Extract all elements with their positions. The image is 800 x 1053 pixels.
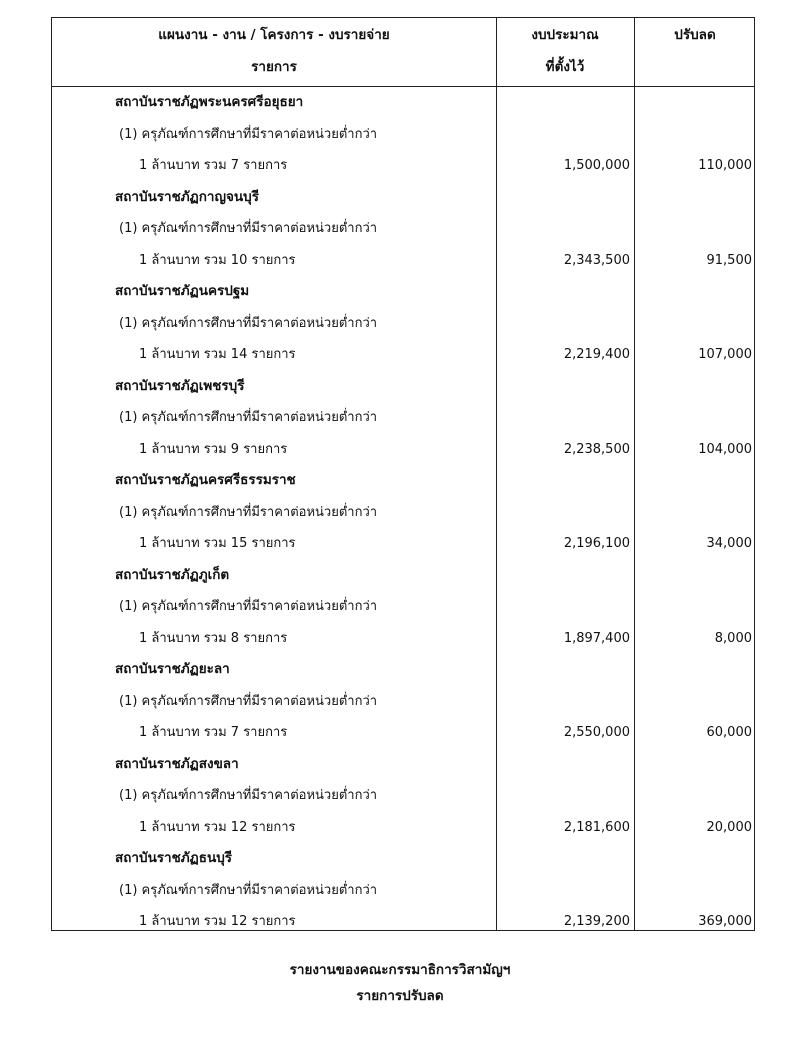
header-budget-subtitle: ที่ตั้งไว้ [545,59,585,75]
item-description: (1) ครุภัณฑ์การศึกษาที่มีราคาต่อหน่วยต่ำกว่า [119,599,378,614]
budget-value: 2,181,600 [563,819,630,835]
cut-value: 107,000 [698,347,752,362]
item-amount-row [52,245,756,277]
table-entry [52,654,756,749]
cut-value: 20,000 [706,819,752,835]
header-program-subtitle: รายการ [251,59,297,75]
budget-value: 2,139,200 [563,914,630,929]
header-budget-title: งบประมาณ [531,27,599,43]
item-description: (1) ครุภัณฑ์การศึกษาที่มีราคาต่อหน่วยต่ำกว่า [119,221,378,236]
cut-value: 110,000 [698,158,752,173]
cut-value: 34,000 [706,536,752,551]
budget-value: 2,219,400 [563,347,630,362]
item-amount-text: 1 ล้านบาท รวม 9 รายการ [139,441,288,457]
item-description: (1) ครุภัณฑ์การศึกษาที่มีราคาต่อหน่วยต่ำกว่า [119,504,378,520]
item-amount-row [52,717,756,749]
item-amount-row [52,339,756,371]
footer-report-subtitle: รายการปรับลด [356,988,444,1004]
item-amount-row [52,623,756,655]
item-amount-text: 1 ล้านบาท รวม 7 รายการ [139,725,288,740]
item-amount-row [52,906,756,938]
institution-name: สถาบันราชภัฏพระนครศรีอยุธยา [115,94,304,110]
institution-name: สถาบันราชภัฏนครปฐม [115,283,250,299]
item-description: (1) ครุภัณฑ์การศึกษาที่มีราคาต่อหน่วยต่ำกว่า [119,126,378,142]
institution-name: สถาบันราชภัฏนครศรีธรรมราช [115,472,296,488]
item-description: (1) ครุภัณฑ์การศึกษาที่มีราคาต่อหน่วยต่ำกว่า [119,693,378,709]
budget-value: 1,500,000 [563,158,630,173]
table-entry [52,371,756,466]
item-amount-row [52,812,756,844]
item-amount-row [52,434,756,466]
table-entry [52,749,756,844]
footer-report-title: รายงานของคณะกรรมาธิการวิสามัญฯ [289,962,511,978]
header-program-title: แผนงาน - งาน / โครงการ - งบรายจ่าย [158,27,390,43]
institution-name: สถาบันราชภัฏภูเก็ต [115,566,230,583]
item-amount-text: 1 ล้านบาท รวม 10 รายการ [139,252,296,268]
budget-value: 1,897,400 [563,630,630,646]
item-amount-text: 1 ล้านบาท รวม 12 รายการ [139,819,296,835]
cut-value: 91,500 [706,252,752,268]
budget-value: 2,550,000 [563,725,630,740]
budget-table [51,17,755,931]
item-description: (1) ครุภัณฑ์การศึกษาที่มีราคาต่อหน่วยต่ำกว่า [119,882,378,898]
table-entry [52,87,756,182]
institution-name: สถาบันราชภัฏยะลา [115,661,230,677]
item-amount-text: 1 ล้านบาท รวม 7 รายการ [139,158,288,173]
table-entry [52,276,756,371]
item-description: (1) ครุภัณฑ์การศึกษาที่มีราคาต่อหน่วยต่ำกว่า [119,315,378,331]
item-amount-text: 1 ล้านบาท รวม 8 รายการ [139,630,288,646]
cut-value: 104,000 [698,441,752,457]
item-amount-row [52,150,756,182]
budget-value: 2,238,500 [563,441,630,457]
table-entry [52,560,756,655]
institution-name: สถาบันราชภัฏกาญจนบุรี [115,188,259,205]
budget-value: 2,196,100 [563,536,630,551]
header-cut-title: ปรับลด [674,27,716,43]
cut-value: 8,000 [714,630,752,646]
budget-value: 2,343,500 [563,252,630,268]
institution-name: สถาบันราชภัฏเพชรบุรี [115,377,245,394]
institution-name: สถาบันราชภัฏสงขลา [115,755,239,772]
table-body [52,87,756,938]
table-entry [52,465,756,560]
table-entry [52,843,756,938]
cut-value: 369,000 [698,914,752,929]
item-description: (1) ครุภัณฑ์การศึกษาที่มีราคาต่อหน่วยต่ำกว่า [119,410,378,425]
item-amount-text: 1 ล้านบาท รวม 15 รายการ [139,536,296,551]
cut-value: 60,000 [706,725,752,740]
item-description: (1) ครุภัณฑ์การศึกษาที่มีราคาต่อหน่วยต่ำกว่า [119,788,378,803]
table-entry [52,182,756,277]
item-amount-text: 1 ล้านบาท รวม 12 รายการ [139,914,296,929]
institution-name: สถาบันราชภัฏธนบุรี [115,850,233,866]
item-amount-text: 1 ล้านบาท รวม 14 รายการ [139,347,296,362]
item-amount-row [52,528,756,560]
